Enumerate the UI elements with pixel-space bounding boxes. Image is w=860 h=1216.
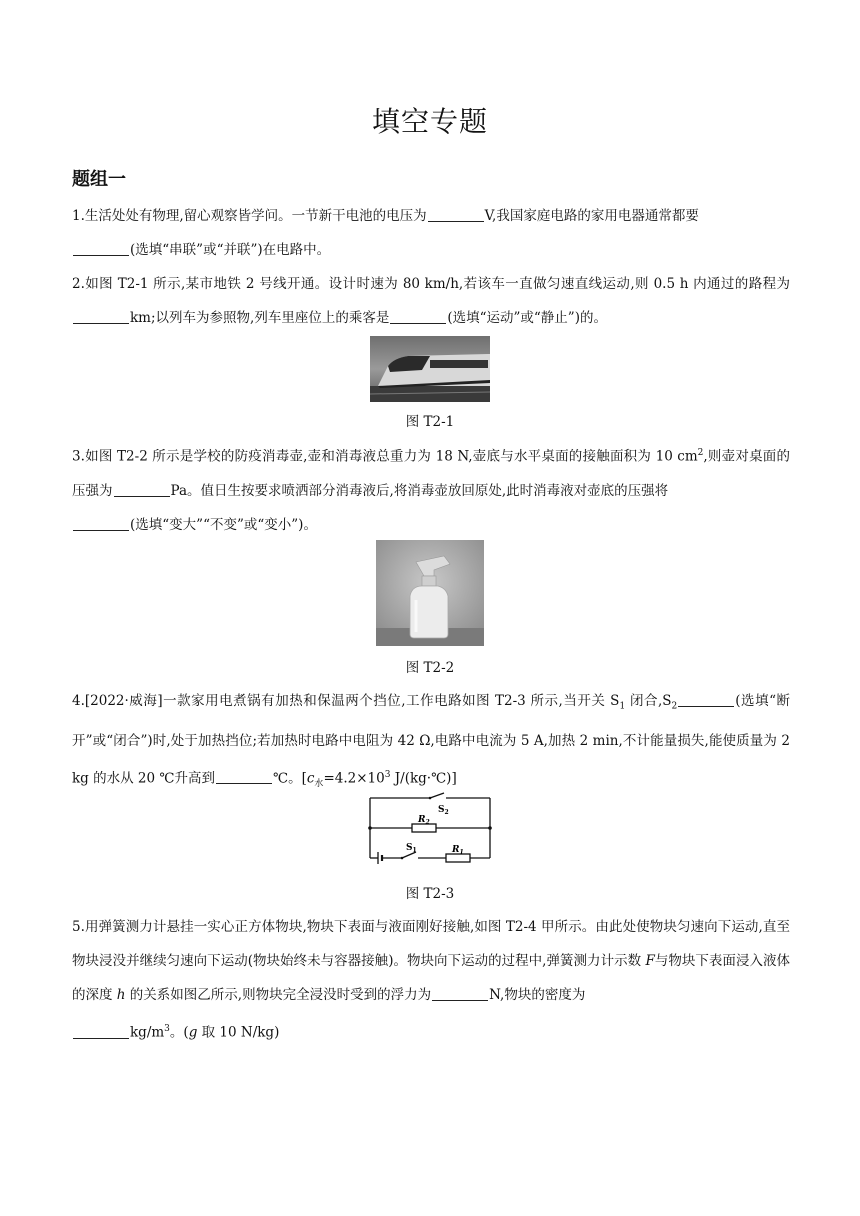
figure-caption: 图 T2-3: [405, 886, 455, 902]
switch-s1-label: $S_1$: [406, 843, 417, 854]
q5-text-e: kg/m: [130, 1024, 165, 1041]
page-title: 填空专题: [371, 105, 488, 138]
q1-text-b: V,我国家庭电路的家用电器通常都要: [484, 208, 699, 224]
q3-text-b: ,则壶对桌面的压强为: [72, 448, 790, 499]
q2-text-a: 2.如图 T2-1 所示,某市地铁 2 号线开通。设计时速为 80 km/h,若该车一直做匀速直线运动,则 0.5 h 内通过的路程为: [72, 276, 790, 292]
q5-text-f: 。(: [169, 1024, 189, 1041]
q3-text-c: Pa。值日生按要求喷洒部分消毒液后,将消毒壶放回原处,此时消毒液对壶底的压强将: [170, 482, 669, 499]
train-photo: [370, 336, 490, 402]
switch-s2-label: $S_2$: [438, 805, 449, 816]
answer-blank: [428, 207, 484, 222]
q2-text-b: km;以列车为参照物,列车里座位上的乘客是: [130, 310, 390, 326]
question-5: 5.用弹簧测力计悬挂一实心正方体物块,物块下表面与液面刚好接触,如图 T2-4 甲所示。由此处使物块匀速向下运动,直至物块浸没并继续匀速向下运动(物块始终未与容器接触)。物块向下运动的过程中,弹簧测力计示数 F与物块下表面浸入液体的深度 h 的关系如图乙所示,则物块完全浸没时受到的浮力为 N,物块的密度为 $kg/m^3$。(g 取 10 N/kg): [72, 919, 790, 1041]
q3-sup: 2: [697, 448, 704, 458]
group-heading: 题组一: [72, 169, 126, 190]
figure-caption: 图 T2-2: [405, 660, 455, 676]
answer-blank: [216, 769, 272, 784]
answer-blank: [678, 692, 734, 707]
q4-text-f: J/(kg·℃)]: [390, 770, 457, 787]
q1-text-c: (选填“串联”或“并联”)在电路中。: [130, 242, 331, 258]
answer-blank: [114, 482, 170, 497]
q1-text-a: 1.生活处处有物理,留心观察皆学问。一节新干电池的电压为: [72, 208, 427, 224]
q4-text-a: 4.[2022·威海]一款家用电煮锅有加热和保温两个挡位,工作电路如图 T2-3 所示,当开关 S: [72, 693, 620, 709]
q3-text-a: 3.如图 T2-2 所示是学校的防疫消毒壶,壶和消毒液总重力为 18 N,壶底与水平桌面的接触面积为 10 cm: [72, 448, 698, 465]
q5-text-d: N,物块的密度为: [489, 987, 586, 1003]
answer-blank: [432, 986, 488, 1001]
q3-text-d: (选填“变大”“不变”或“变小”)。: [130, 516, 317, 533]
resistor-r2-label: $R_2$: [418, 815, 430, 826]
circuit-diagram: [364, 790, 496, 864]
q4-text-b: 闭合,S: [625, 693, 672, 709]
answer-blank: [390, 309, 446, 324]
q5-text-a: 5.用弹簧测力计悬挂一实心正方体物块,物块下表面与液面刚好接触,如图 T2-4 甲所示。由此处使物块匀速向下运动,直至物块浸没并继续匀速向下运动(物块始终未与容器接触)。物块向下运动的过程中,弹簧测力计示数: [72, 919, 790, 969]
q4-text-d: ℃。[: [272, 770, 307, 787]
answer-blank: [73, 516, 129, 531]
resistor-r1-label: $R_1$: [452, 845, 464, 856]
answer-blank: [73, 1024, 129, 1039]
question-2: [72, 267, 790, 335]
question-3: [72, 436, 790, 542]
q4-text-c: (选填“断开”或“闭合”)时,处于加热挡位;若加热时电路中电阻为 42 Ω,电路中电流为 5 A,加热 2 min,不计能量损失,能使质量为 2 kg 的水从 20 ℃升高到: [72, 693, 790, 787]
q2-text-c: (选填“运动”或“静止”)的。: [447, 310, 607, 326]
spray-bottle-photo: [376, 540, 484, 646]
answer-blank: [73, 241, 129, 256]
question-4: 4.[2022·威海]一款家用电煮锅有加热和保温两个挡位,工作电路如图 T2-3 所示,当开关 $S_1$ 闭合$,S_2$ (选填“断开”或“闭合”)时,处于加热挡位;若加热时电路中电阻为 42 Ω,电路中电流为 5 A,加热 2 min,不计能量损失,能使质量为 2 kg 的水从 20 ℃升高到 ℃。[$c_水=4.2\times 10^3$ J/(kg·℃)]: [72, 693, 790, 789]
q5-text-b: 与物块下表面浸入液体的深度: [72, 953, 790, 1003]
q4-text-e: =4.2×10: [323, 770, 385, 787]
q5-text-c: 的关系如图乙所示,则物块完全浸没时受到的浮力为: [129, 987, 432, 1003]
figure-caption: 图 T2-1: [405, 414, 455, 430]
question-1: [72, 199, 790, 267]
answer-blank: [73, 309, 129, 324]
q5-text-g: 取 10 N/kg): [197, 1024, 280, 1041]
